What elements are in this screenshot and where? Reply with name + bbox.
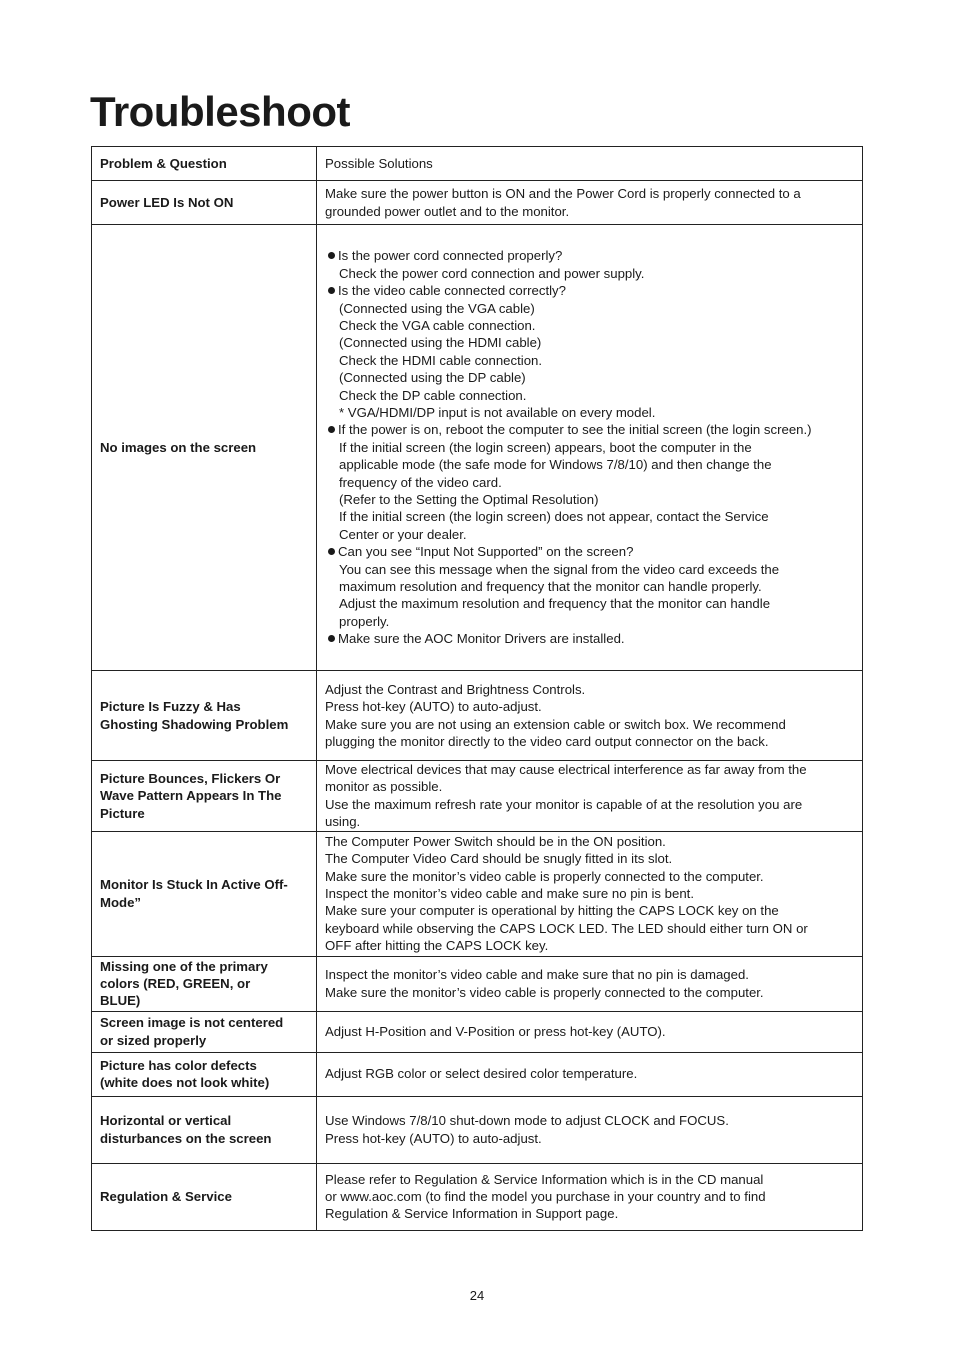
problem-cell	[92, 1096, 317, 1163]
bullet-detail-line: (Refer to the Setting the Optimal Resolution)	[339, 492, 599, 508]
solution-line: Press hot-key (AUTO) to auto-adjust.	[325, 699, 542, 715]
solution-line: Use the maximum refresh rate your monitor is capable of at the resolution you are	[325, 796, 803, 812]
problem-cell	[92, 956, 317, 1011]
problem-cell	[92, 181, 317, 225]
problem-text: BLUE)	[100, 993, 141, 1009]
problem-cell	[92, 831, 317, 956]
problem-text: (white does not look white)	[100, 1075, 270, 1091]
solution-line: Make sure you are not using an extension cable or switch box. We recommend	[325, 716, 786, 732]
bullet-detail-line: (Connected using the HDMI cable)	[339, 335, 542, 351]
solution-line: OFF after hitting the CAPS LOCK key.	[325, 938, 549, 954]
solution-line: Make sure your computer is operational by hitting the CAPS LOCK key on the	[325, 903, 779, 919]
bullet-detail-line: If the initial screen (the login screen) does not appear, contact the Service	[339, 509, 769, 525]
bullet-detail-line: Check the HDMI cable connection.	[339, 352, 543, 368]
bullet-detail-line: Center or your dealer.	[339, 526, 467, 542]
table-row	[92, 225, 863, 671]
bullet-text: If the power is on, reboot the computer to see the initial screen (the login screen.)	[338, 422, 812, 438]
problem-text: Picture	[100, 805, 145, 821]
bullet-detail-line: properly.	[339, 613, 390, 629]
solution-cell	[317, 1052, 863, 1096]
bullet-detail-line: frequency of the video card.	[339, 474, 502, 490]
table-body	[92, 147, 863, 1231]
problem-cell	[92, 671, 317, 761]
solution-line: monitor as possible.	[325, 779, 443, 795]
bullet-detail-line: (Connected using the DP cable)	[339, 370, 526, 386]
problem-text: Power LED Is Not ON	[100, 194, 234, 210]
bullet-detail-line: Check the VGA cable connection.	[339, 317, 536, 333]
problem-text: Picture Bounces, Flickers Or	[100, 770, 281, 786]
solution-cell	[317, 225, 863, 671]
table-row	[92, 831, 863, 956]
problem-text: Horizontal or vertical	[100, 1113, 232, 1129]
solution-line: Adjust RGB color or select desired color temperature.	[325, 1066, 638, 1082]
solution-cell	[317, 956, 863, 1011]
solution-line: Use Windows 7/8/10 shut-down mode to adjust CLOCK and FOCUS.	[325, 1113, 729, 1129]
solution-line: or www.aoc.com (to find the model you purchase in your country and to find	[325, 1188, 766, 1204]
bullet-detail-line: * VGA/HDMI/DP input is not available on every model.	[339, 404, 656, 420]
bullet-detail-line: applicable mode (the safe mode for Windows 7/8/10) and then change the	[339, 457, 772, 473]
table-row	[92, 956, 863, 1011]
problem-text: Regulation & Service	[100, 1188, 232, 1204]
solution-line: plugging the monitor directly to the video card output connector on the back.	[325, 733, 769, 749]
solution-cell	[317, 181, 863, 225]
solution-line: Adjust H-Position and V-Position or press hot-key (AUTO).	[325, 1023, 666, 1039]
solution-line: Adjust the Contrast and Brightness Controls.	[325, 681, 586, 697]
solution-cell	[317, 761, 863, 832]
problem-text: Picture has color defects	[100, 1057, 257, 1073]
table-header-row	[92, 147, 863, 181]
bullet-dot-icon	[328, 252, 335, 259]
problem-cell	[92, 1011, 317, 1052]
bullet-detail-line: Adjust the maximum resolution and frequency that the monitor can handle	[339, 596, 771, 612]
bullet-text: Make sure the AOC Monitor Drivers are installed.	[338, 631, 625, 647]
bullet-item	[325, 247, 854, 264]
problem-text: Ghosting Shadowing Problem	[100, 716, 289, 732]
bullet-detail-line: (Connected using the VGA cable)	[339, 300, 535, 316]
table-row	[92, 1052, 863, 1096]
bullet-item	[325, 543, 854, 560]
solution-line: Please refer to Regulation & Service Information which is in the CD manual	[325, 1171, 764, 1187]
solution-line: Inspect the monitor’s video cable and make sure no pin is bent.	[325, 885, 694, 901]
solution-line: Regulation & Service Information in Support page.	[325, 1206, 619, 1222]
solution-line: The Computer Power Switch should be in the ON position.	[325, 833, 666, 849]
solution-line: Move electrical devices that may cause electrical interference as far away from the	[325, 762, 807, 777]
solution-line: Inspect the monitor’s video cable and make sure that no pin is damaged.	[325, 967, 749, 983]
solution-line: Make sure the monitor’s video cable is properly connected to the computer.	[325, 868, 764, 884]
problem-cell	[92, 1163, 317, 1230]
problem-text: Picture Is Fuzzy & Has	[100, 699, 241, 715]
bullet-item	[325, 282, 854, 299]
bullet-item	[325, 421, 854, 438]
bullet-detail-line: maximum resolution and frequency that the monitor can handle properly.	[339, 579, 762, 595]
bullet-detail-line: Check the power cord connection and power supply.	[339, 265, 645, 281]
problem-text: Missing one of the primary	[100, 958, 268, 974]
problem-text: Screen image is not centered	[100, 1015, 284, 1031]
solution-line: Press hot-key (AUTO) to auto-adjust.	[325, 1130, 542, 1146]
bullet-detail-line: You can see this message when the signal from the video card exceeds the	[339, 561, 780, 577]
troubleshoot-table	[91, 146, 863, 1231]
solution-line: keyboard while observing the CAPS LOCK LED. The LED should either turn ON or	[325, 920, 808, 936]
page-title: Troubleshoot	[90, 88, 350, 135]
problem-text: disturbances on the screen	[100, 1130, 272, 1146]
bullet-detail-line: Check the DP cable connection.	[339, 387, 527, 403]
bullet-text: Is the power cord connected properly?	[338, 248, 563, 264]
solution-cell	[317, 1163, 863, 1230]
table-row	[92, 1163, 863, 1230]
solution-cell	[317, 831, 863, 956]
table-row	[92, 181, 863, 225]
solution-cell	[317, 671, 863, 761]
problem-text: colors (RED, GREEN, or	[100, 975, 251, 991]
problem-cell	[92, 225, 317, 671]
problem-text: No images on the screen	[100, 439, 257, 455]
solution-line: using.	[325, 814, 361, 830]
bullet-text: Is the video cable connected correctly?	[338, 283, 566, 299]
table-row	[92, 761, 863, 832]
solution-line: grounded power outlet and to the monitor.	[325, 203, 570, 219]
solution-cell	[317, 1011, 863, 1052]
problem-text: Mode”	[100, 894, 142, 910]
problem-text: Wave Pattern Appears In The	[100, 788, 282, 804]
header-solution: Possible Solutions	[317, 147, 863, 181]
bullet-dot-icon	[328, 426, 335, 433]
bullet-item	[325, 630, 854, 647]
problem-cell	[92, 1052, 317, 1096]
solution-cell	[317, 1096, 863, 1163]
bullet-dot-icon	[328, 548, 335, 555]
table-row	[92, 1011, 863, 1052]
table-row	[92, 671, 863, 761]
problem-cell	[92, 761, 317, 832]
page-number: 24	[469, 1288, 485, 1303]
bullet-text: Can you see “Input Not Supported” on the screen?	[338, 544, 634, 560]
solution-line: Make sure the monitor’s video cable is properly connected to the computer.	[325, 984, 764, 1000]
bullet-dot-icon	[328, 287, 335, 294]
solution-line: Make sure the power button is ON and the Power Cord is properly connected to a	[325, 186, 801, 202]
bullet-dot-icon	[328, 635, 335, 642]
header-problem: Problem & Question	[92, 147, 317, 181]
solution-line: The Computer Video Card should be snugly fitted in its slot.	[325, 851, 673, 867]
bullet-detail-line: If the initial screen (the login screen) appears, boot the computer in the	[339, 439, 752, 455]
table-row	[92, 1096, 863, 1163]
problem-text: Monitor Is Stuck In Active Off-	[100, 877, 288, 893]
problem-text: or sized properly	[100, 1032, 207, 1048]
